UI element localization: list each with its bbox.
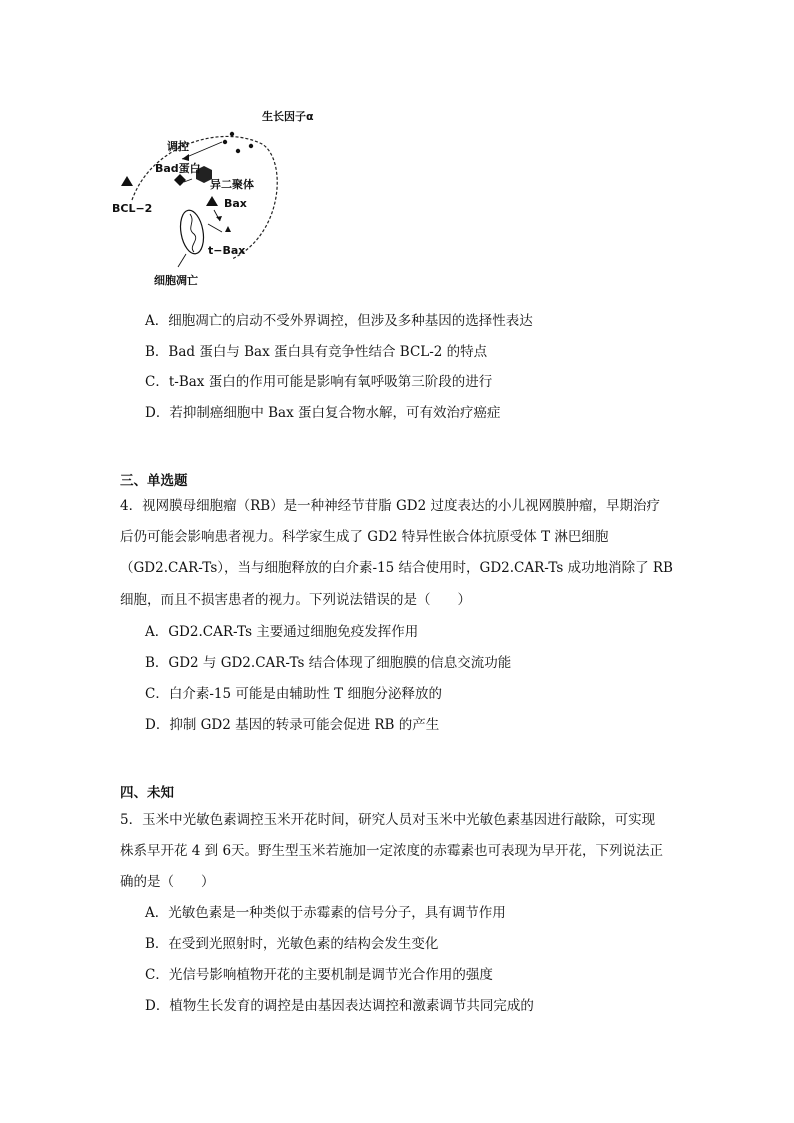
q5-stem-line: 株系早开花 4 到 6天。野生型玉米若施加一定浓度的赤霉素也可表现为早开花，下列说法正 <box>120 843 664 859</box>
bad-protein-shape <box>174 174 186 186</box>
growth-factor-dot <box>230 132 234 136</box>
section-heading-single-choice: 三、单选题 <box>120 473 188 489</box>
q4-stem-line: 4．视网膜母细胞瘤（RB）是一种神经节苷脂 GD2 过度表达的小儿视网膜肿瘤，早期治疗 <box>120 498 660 514</box>
q4-option-a[interactable]: A．GD2.CAR-Ts 主要通过细胞免疫发挥作用 <box>145 624 419 640</box>
apoptosis-arrow <box>178 254 186 267</box>
growth-factor-dot <box>249 144 253 148</box>
bax-arrowhead <box>216 216 222 221</box>
q5-option-b[interactable]: B．在受到光照射时，光敏色素的结构会发生变化 <box>145 936 439 952</box>
label-heterodimer: 异二聚体 <box>210 178 254 191</box>
tbax-arrow <box>208 224 222 232</box>
q5-stem-line: 5．玉米中光敏色素调控玉米开花时间，研究人员对玉米中光敏色素基因进行敲除，可实现 <box>120 812 656 828</box>
section-heading-unknown: 四、未知 <box>120 785 174 801</box>
bax-triangle <box>206 196 218 206</box>
q4-option-c[interactable]: C．白介素-15 可能是由辅助性 T 细胞分泌释放的 <box>145 686 442 702</box>
label-regulate: 调控 <box>167 140 189 153</box>
q3-option-a[interactable]: A．细胞凋亡的启动不受外界调控，但涉及多种基因的选择性表达 <box>145 313 533 329</box>
q4-stem-line: （GD2.CAR-Ts），当与细胞释放的白介素-15 结合使用时，GD2.CAR-Ts 成功地消除了 RB <box>120 560 673 576</box>
q5-option-d[interactable]: D．植物生长发育的调控是由基因表达调控和激素调节共同完成的 <box>145 998 534 1014</box>
q4-option-b[interactable]: B．GD2 与 GD2.CAR-Ts 结合体现了细胞膜的信息交流功能 <box>145 655 512 671</box>
label-apoptosis: 细胞凋亡 <box>154 274 198 287</box>
label-bcl2: BCL−2 <box>112 202 153 215</box>
tbax-triangle <box>225 226 231 232</box>
q5-option-a[interactable]: A．光敏色素是一种类似于赤霉素的信号分子，具有调节作用 <box>145 905 506 921</box>
mitochondrion-cristae <box>190 214 196 252</box>
label-growth-factor: 生长因子α <box>262 110 314 123</box>
bcl2-triangle <box>121 176 133 186</box>
q5-option-c[interactable]: C．光信号影响植物开花的主要机制是调节光合作用的强度 <box>145 967 493 983</box>
label-bax: Bax <box>224 197 247 210</box>
q4-option-d[interactable]: D．抑制 GD2 基因的转录可能会促进 RB 的产生 <box>145 717 440 733</box>
q4-stem-line: 细胞，而且不损害患者的视力。下列说法错误的是（ ） <box>120 592 471 608</box>
q3-option-b[interactable]: B．Bad 蛋白与 Bax 蛋白具有竞争性结合 BCL-2 的特点 <box>145 344 488 360</box>
growth-factor-dot <box>236 149 240 153</box>
growth-factor-dot <box>223 140 227 144</box>
label-tbax: t−Bax <box>208 244 246 257</box>
apoptosis-diagram <box>112 104 322 294</box>
cell-membrane <box>132 136 277 259</box>
apoptosis-diagram-svg <box>112 104 322 294</box>
q4-stem-line: 后仍可能会影响患者视力。科学家生成了 GD2 特异性嵌合体抗原受体 T 淋巴细胞 <box>120 529 609 545</box>
q3-option-d[interactable]: D．若抑制癌细胞中 Bax 蛋白复合物水解，可有效治疗癌症 <box>145 405 501 421</box>
q3-option-c[interactable]: C．t-Bax 蛋白的作用可能是影响有氧呼吸第三阶段的进行 <box>145 374 493 390</box>
q5-stem-line: 确的是（ ） <box>120 874 215 890</box>
regulate-arrowhead <box>182 154 189 161</box>
label-bad-protein: Bad蛋白 <box>155 162 201 175</box>
